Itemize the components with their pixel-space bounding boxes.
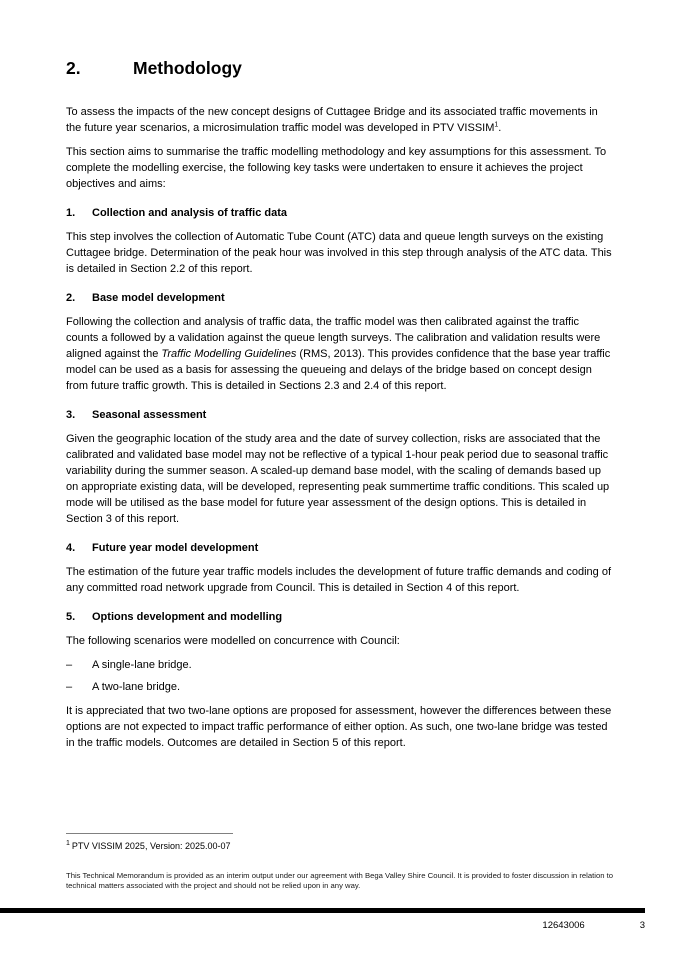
list-item-text: A two-lane bridge. xyxy=(92,681,181,693)
overview-paragraph: This section aims to summarise the traffic modelling methodology and key assumptions for this assessment. To complete the modelling exercise, the following key tasks were undertaken to ensure it achieves the project objectives and aims: xyxy=(66,146,607,190)
section-body-5: The following scenarios were modelled on concurrence with Council: xyxy=(66,635,400,647)
bullet-dash: – xyxy=(66,659,73,671)
paragraph-text: Following the collection and analysis of traffic data, the traffic model was then calibrated against the traffic counts a followed by a validation against the queue length surveys. The calibration and validation results were aligned against the xyxy=(66,316,601,360)
section-number: 2. xyxy=(66,292,76,304)
chapter-heading xyxy=(66,58,612,79)
section-number: 4. xyxy=(66,542,76,554)
section-body-3: Given the geographic location of the study area and the date of survey collection, risks are associated that the calibrated and validated base model may not be reflective of a typical 1-hour peak period due to seasonal traffic variability during the summer season. A scaled-up demand base model, with the scaling of demands based up on appropriate existing data, will be developed, representing peak summertime traffic conditions. This scaled up mode will be utilised as the base model for future year assessment of the design options. This is detailed in Section 3 of this report. xyxy=(66,433,610,525)
chapter-title: Methodology xyxy=(133,58,242,78)
section-body-2 xyxy=(66,314,612,394)
italic-citation: Traffic Modelling Guidelines xyxy=(161,348,297,360)
paragraph-text: . xyxy=(498,122,502,134)
section-heading-4 xyxy=(66,541,612,555)
footnote xyxy=(66,840,231,852)
closing-paragraph: It is appreciated that two two-lane options are proposed for assessment, however the differences between these options are not expected to impact traffic performance of either option. As such, one two-lane bridge was tested in the traffic models. Outcomes are detailed in Section 5 of this report. xyxy=(66,705,612,749)
section-title: Base model development xyxy=(92,292,225,304)
section-body-4: The estimation of the future year traffic models includes the development of future traffic demands and coding of any committed road network upgrade from Council. This is detailed in Section 4 of this report. xyxy=(66,566,612,594)
list-item-text: A single-lane bridge. xyxy=(92,659,192,671)
document-body xyxy=(66,58,612,759)
footnote-reference: 1 xyxy=(494,121,499,129)
paragraph-text: To assess the impacts of the new concept designs of Cuttagee Bridge and its associated traffic movements in the future year scenarios, a microsimulation traffic model was developed in PTV VISSIM xyxy=(66,106,598,134)
document-number: 12643006 xyxy=(542,920,585,931)
section-heading-2 xyxy=(66,291,612,305)
section-number: 3. xyxy=(66,409,76,421)
section-title: Future year model development xyxy=(92,542,259,554)
section-number: 1. xyxy=(66,207,76,219)
list-item xyxy=(66,657,612,673)
section-heading-1 xyxy=(66,206,612,220)
chapter-number: 2. xyxy=(66,58,81,78)
section-title: Options development and modelling xyxy=(92,611,283,623)
footnote-marker: 1 xyxy=(66,840,70,847)
page-footer xyxy=(0,920,645,932)
bullet-dash: – xyxy=(66,681,73,693)
section-title: Collection and analysis of traffic data xyxy=(92,207,287,219)
list-item xyxy=(66,679,612,695)
section-heading-3 xyxy=(66,408,612,422)
footnote-separator xyxy=(66,833,233,834)
intro-paragraph xyxy=(66,104,612,136)
section-body-1: This step involves the collection of Automatic Tube Count (ATC) data and queue length surveys on the existing Cuttagee bridge. Determination of the peak hour was involved in this step through analysis of the ATC data. This is detailed in Section 2.2 of this report. xyxy=(66,231,612,275)
footer-bar xyxy=(0,908,645,913)
paragraph-text: (RMS, 2013). This provides confidence that the base year traffic model can be used as a basis for assessing the queueing and delays of the bridge based on concept design from future traffic growth. This is detailed in Sections 2.3 and 2.4 of this report. xyxy=(66,348,611,392)
footnote-text: PTV VISSIM 2025, Version: 2025.00-07 xyxy=(71,841,231,851)
page-number: 3 xyxy=(639,920,645,931)
section-title: Seasonal assessment xyxy=(92,409,207,421)
section-number: 5. xyxy=(66,611,76,623)
disclaimer-text: This Technical Memorandum is provided as an interim output under our agreement with Bega Valley Shire Council. It is provided to foster discussion in relation to technical matters associated with the project and should not be relied upon in any way. xyxy=(66,871,614,890)
section-heading-5 xyxy=(66,610,612,624)
